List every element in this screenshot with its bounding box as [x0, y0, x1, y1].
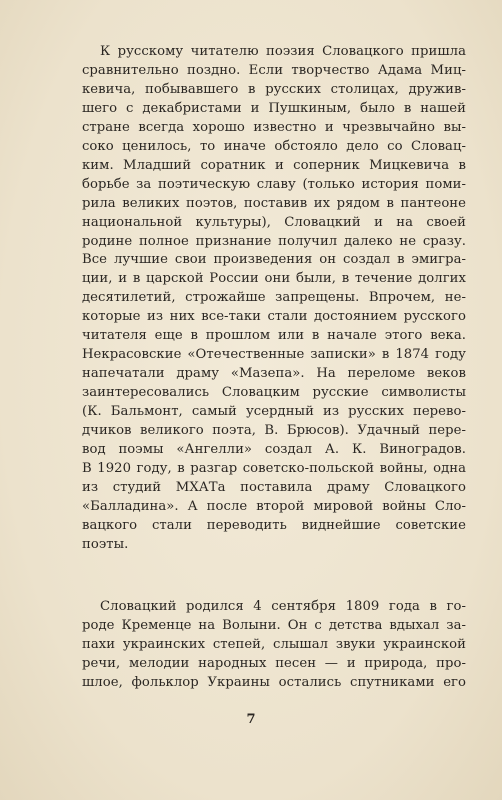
text-line: шего с декабристами и Пушкиным, было в нашей	[82, 100, 466, 116]
text-line: Все лучшие свои произведения он создал в эмигра-	[82, 252, 466, 268]
text-line: (К. Бальмонт, самый усердный из русских перево-	[82, 404, 466, 420]
text-line: которые из них все-таки стали достоянием русского	[82, 309, 466, 325]
text-line: читателя еще в прошлом или в начале этого века.	[82, 328, 466, 344]
text-line: ции, и в царской России они были, в течение долгих	[82, 271, 466, 287]
text-line: речи, мелодии народных песен — и природа, про-	[82, 655, 466, 671]
text-line: сравнительно поздно. Если творчество Адама Миц-	[82, 62, 466, 78]
text-line: Некрасовские «Отечественные записки» в 1874 году	[82, 347, 466, 363]
text-line: борьбе за поэтическую славу (только история поми-	[82, 176, 466, 192]
text-line: десятилетий, строжайше запрещены. Впрочем, не-	[82, 290, 466, 306]
text-line: Словацкий родился 4 сентября 1809 года в го-	[100, 599, 466, 614]
text-line: К русскому читателю поэзия Словацкого пришла	[100, 44, 466, 59]
text-line: заинтересовались Словацким русские символисты	[82, 385, 466, 401]
text-line: поэты.	[82, 536, 129, 552]
paragraph-2	[82, 598, 466, 693]
text-line: шлое, фольклор Украины остались спутниками его	[82, 674, 466, 690]
text-line: родине полное признание получил далеко не сразу.	[82, 233, 466, 249]
text-line: национальной культуры), Словацкий и на своей	[82, 214, 466, 230]
text-line: напечатали драму «Мазепа». На переломе веков	[82, 366, 466, 382]
text-line: рила великих поэтов, поставив их рядом в пантеоне	[82, 195, 466, 211]
text-line: кевича, побывавшего в русских столицах, дружив-	[82, 81, 466, 97]
page-number: 7	[246, 712, 256, 727]
text-line: вацкого стали переводить виднейшие советские	[82, 517, 466, 533]
text-line: стране всегда хорошо известно и чрезвычайно вы-	[82, 119, 466, 135]
text-line: из студий МХАТа поставила драму Словацкого	[82, 479, 466, 495]
text-line: роде Кременце на Волыни. Он с детства вдыхал за-	[82, 617, 466, 633]
text-line: пахи украинских степей, слышал звуки украинской	[82, 636, 466, 652]
text-line: ким. Младший соратник и соперник Мицкевича в	[82, 157, 466, 173]
text-line: дчиков великого поэта, В. Брюсов). Удачный пере-	[82, 423, 466, 439]
text-line: «Балладина». А после второй мировой войны Сло-	[82, 498, 466, 514]
text-line: соко ценилось, то иначе обстояло дело со Словац-	[82, 138, 466, 154]
text-line: В 1920 году, в разгар советско-польской войны, одна	[82, 460, 466, 476]
text-line: вод поэмы «Ангелли» создал А. К. Виноградов.	[82, 442, 466, 458]
paragraph-1	[82, 43, 466, 555]
